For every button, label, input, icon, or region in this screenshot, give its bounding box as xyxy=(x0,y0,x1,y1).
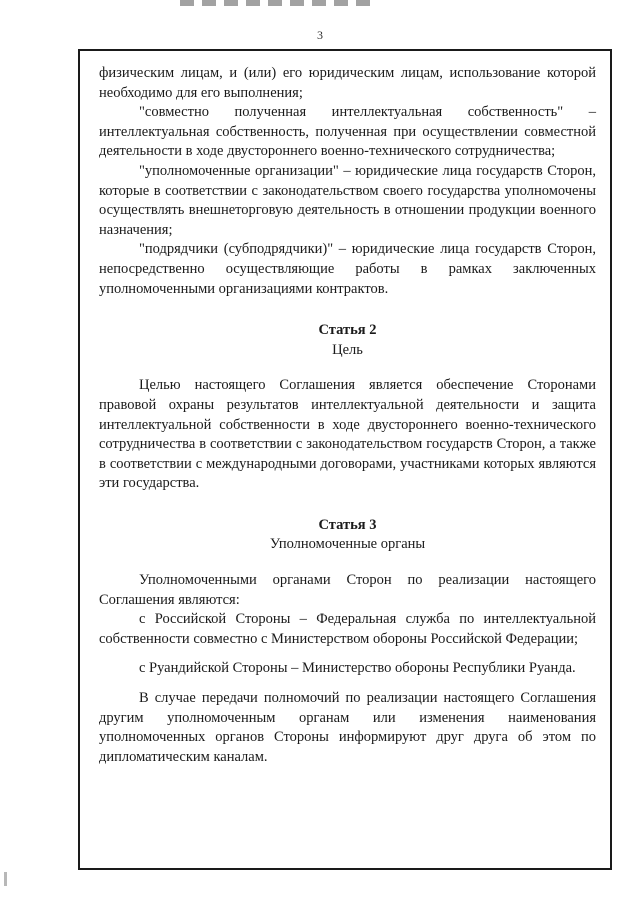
definition-continuation: физическим лицам, и (или) его юридическим лицам, использование которой необходимо для его выполнения; xyxy=(99,65,596,101)
document-body xyxy=(99,64,596,767)
article-3-rwandan-side: с Руандийской Стороны – Министерство обороны Республики Руанда. xyxy=(139,660,576,677)
definition-authorized-organizations: "уполномоченные организации" – юридические лица государств Сторон, которые в соответствии с законодательством своего государства уполномочены осуществлять внешнеторговую деятельность в отношении продукции военного назначения; xyxy=(99,162,596,238)
scan-artifact xyxy=(180,0,370,6)
article-3-intro: Уполномоченными органами Сторон по реализации настоящего Соглашения являются: xyxy=(99,572,596,608)
spacer xyxy=(99,494,596,516)
article-2-title: Статья 2 xyxy=(318,322,377,339)
article-3-title: Статья 3 xyxy=(318,516,377,533)
scan-artifact-left xyxy=(4,872,7,886)
article-3-russian-side: с Российской Стороны – Федеральная служба по интеллектуальной собственности совместно с Министерством обороны Российской Федерации; xyxy=(99,611,596,647)
article-3-subtitle: Уполномоченные органы xyxy=(269,536,426,553)
spacer xyxy=(99,679,596,689)
spacer xyxy=(99,299,596,321)
article-2-text: Целью настоящего Соглашения является обеспечение Сторонами правовой охраны результатов интеллектуальной деятельности и защита интеллектуальной собственности в ходе двустороннего военно-технического сотрудничества в соответствии с законодательством государств Сторон, а также в соответствии с международными договорами, участниками которых являются эти государства. xyxy=(99,377,596,492)
page-number: 3 xyxy=(317,28,323,42)
spacer xyxy=(99,555,596,571)
spacer xyxy=(99,360,596,376)
spacer xyxy=(99,649,596,659)
article-2-subtitle: Цель xyxy=(332,341,363,358)
article-3-transfer-of-powers: В случае передачи полномочий по реализации настоящего Соглашения другим уполномоченным органам или изменения наименования уполномоченных органов Стороны информируют друг друга об этом по дипломатическим каналам. xyxy=(99,690,596,765)
definition-contractors: "подрядчики (субподрядчики)" – юридические лица государств Сторон, непосредственно осуществляющие работы в рамках заключенных уполномоченными организациями контрактов. xyxy=(99,241,596,297)
definition-joint-ip: "совместно полученная интеллектуальная собственность" – интеллектуальная собственность, полученная при осуществлении совместной деятельности в ходе двустороннего военно-технического сотрудничества; xyxy=(99,104,596,160)
